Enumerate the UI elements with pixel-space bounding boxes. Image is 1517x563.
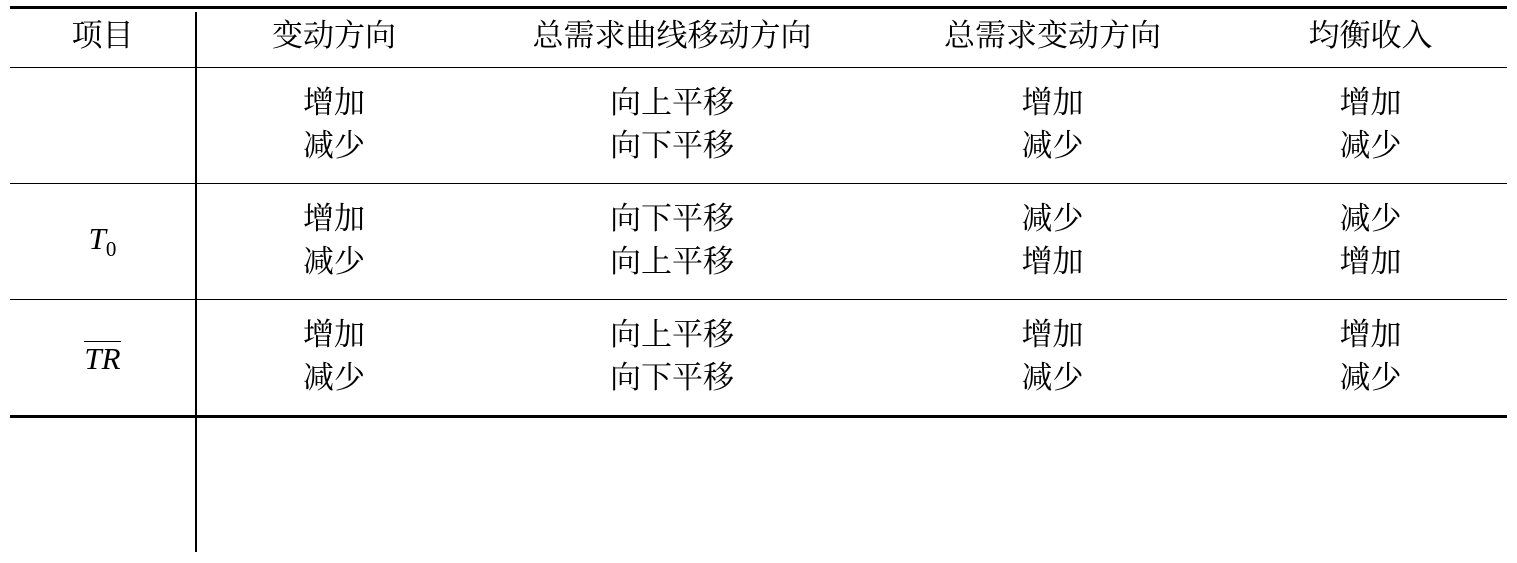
cell-value: 增加 [303, 201, 365, 237]
cell-value: 增加 [1339, 317, 1402, 353]
row-income-cell-1 [1234, 68, 1507, 184]
cell-value: 减少 [1339, 359, 1402, 395]
column-header-demand-change: 总需求变动方向 [871, 8, 1234, 68]
table-header [10, 8, 1507, 68]
row-income-cell-3 [1234, 300, 1507, 417]
cell-value: 向上平移 [610, 85, 734, 121]
cell-value: 增加 [1021, 317, 1084, 353]
row-income-cell-2 [1234, 184, 1507, 300]
row-item-label-2 [10, 184, 195, 300]
cell-value: 增加 [303, 317, 365, 353]
column-header-equilibrium-income: 均衡收入 [1234, 8, 1507, 68]
column-header-direction: 变动方向 [195, 8, 473, 68]
row-demand-cell-2 [871, 184, 1234, 300]
cell-value: 减少 [303, 127, 365, 163]
header-row [10, 8, 1507, 68]
economics-table [10, 6, 1507, 418]
cell-value: 减少 [1339, 127, 1402, 163]
row-curve-cell-3 [473, 300, 871, 417]
cell-value: 增加 [303, 85, 365, 121]
row-item-subscript-2: 0 [105, 237, 117, 262]
table-row [10, 184, 1507, 300]
cell-value: 减少 [303, 359, 365, 395]
row-direction-cell-2 [195, 184, 473, 300]
cell-value: 减少 [303, 243, 365, 279]
table-row [10, 300, 1507, 417]
row-item-label-3 [10, 300, 195, 417]
table-body [10, 68, 1507, 417]
row-curve-cell-2 [473, 184, 871, 300]
cell-value: 向下平移 [610, 359, 734, 395]
cell-value: 向上平移 [610, 243, 734, 279]
cell-value: 向下平移 [610, 201, 734, 237]
cell-value: 减少 [1021, 127, 1084, 163]
row-direction-cell-3 [195, 300, 473, 417]
row-demand-cell-3 [871, 300, 1234, 417]
table-row [10, 68, 1507, 184]
row-item-text-2: T [88, 221, 106, 257]
cell-value: 减少 [1339, 201, 1402, 237]
cell-value: 增加 [1021, 85, 1084, 121]
row-item-label-1 [10, 68, 195, 184]
table-container [0, 6, 1517, 563]
row-direction-cell-1 [195, 68, 473, 184]
cell-value: 向上平移 [610, 317, 734, 353]
cell-value: 减少 [1021, 359, 1084, 395]
row-demand-cell-1 [871, 68, 1234, 184]
row-item-text-3: TR [84, 340, 121, 376]
cell-value: 增加 [1021, 243, 1084, 279]
column-header-item: 项目 [10, 8, 195, 68]
cell-value: 向下平移 [610, 127, 734, 163]
cell-value: 增加 [1339, 243, 1402, 279]
cell-value: 减少 [1021, 201, 1084, 237]
column-divider-line [195, 12, 197, 552]
row-curve-cell-1 [473, 68, 871, 184]
cell-value: 增加 [1339, 85, 1402, 121]
column-header-curve-shift: 总需求曲线移动方向 [473, 8, 871, 68]
